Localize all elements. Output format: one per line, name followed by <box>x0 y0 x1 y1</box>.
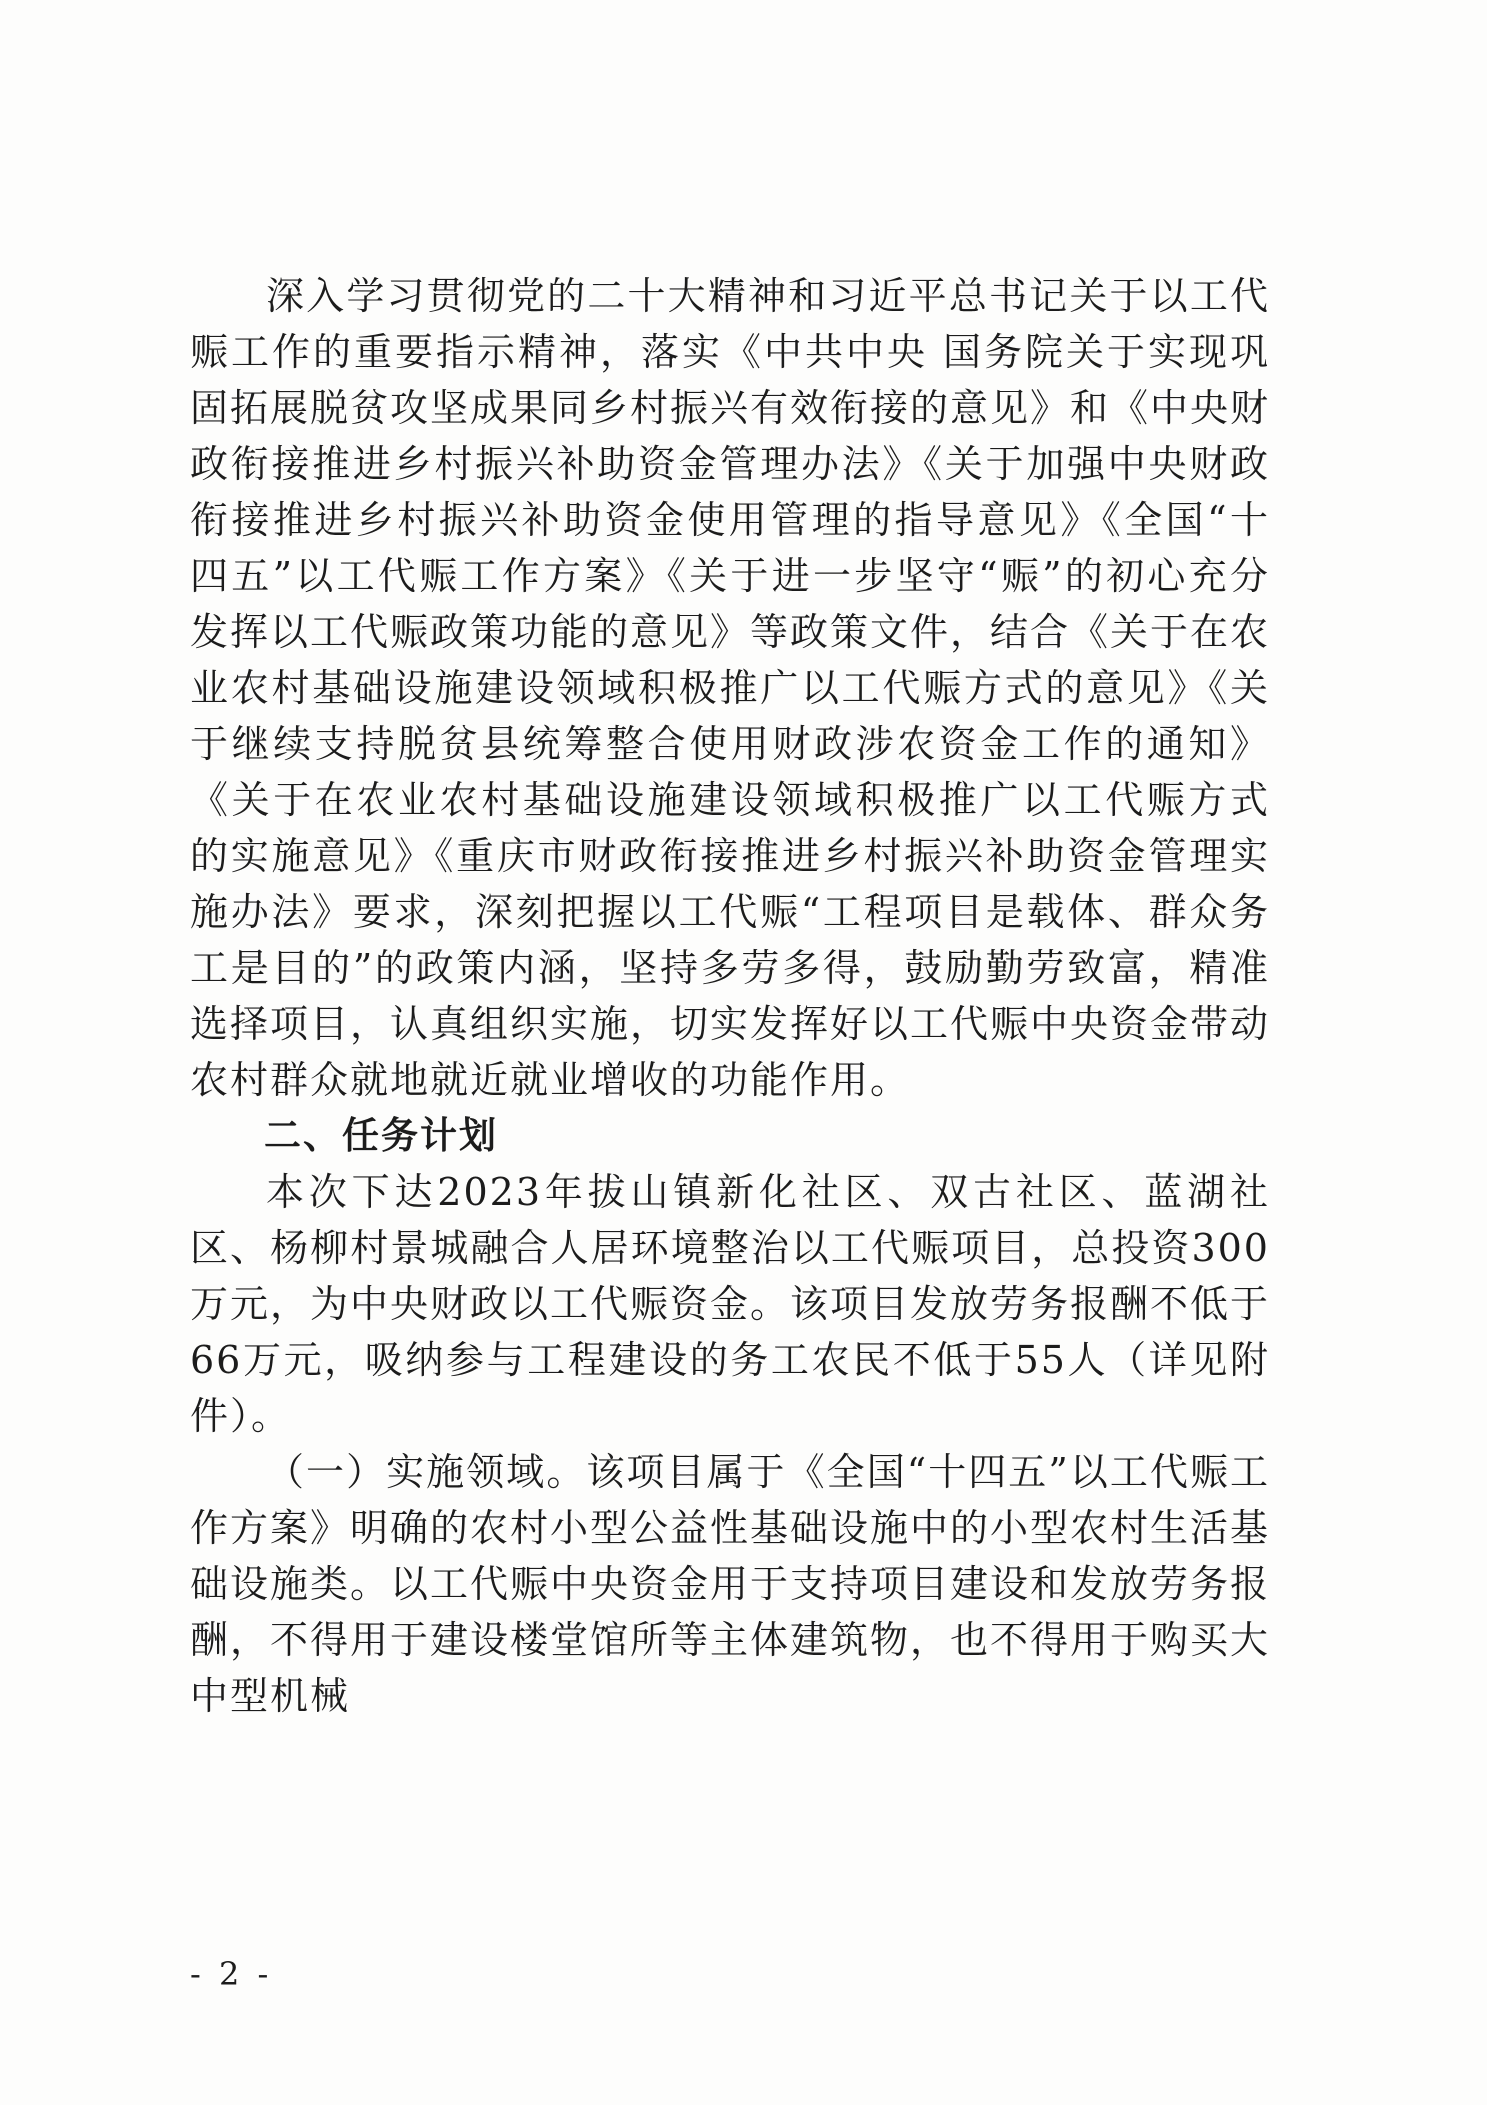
item-label: （一）实施领域。 <box>266 1450 587 1494</box>
paragraph-policy-basis: 深入学习贯彻党的二十大精神和习近平总书记关于以工代赈工作的重要指示精神，落实《中共中央 国务院关于实现巩固拓展脱贫攻坚成果同乡村振兴有效衔接的意见》和《中央财政衔接推进乡村振兴补助资金管理办法》《关于加强中央财政衔接推进乡村振兴补助资金使用管理的指导意见》《全国“十四五”以工代赈工作方案》《关于进一步坚守“赈”的初心充分发挥以工代赈政策功能的意见》等政策文件，结合《关于在农业农村基础设施建设领域积极推广以工代赈方式的意见》《关于继续支持脱贫县统筹整合使用财政涉农资金工作的通知》《关于在农业农村基础设施建设领域积极推广以工代赈方式的实施意见》《重庆市财政衔接推进乡村振兴补助资金管理实施办法》要求，深刻把握以工代赈“工程项目是载体、群众务工是目的”的政策内涵，坚持多劳多得，鼓励勤劳致富，精准选择项目，认真组织实施，切实发挥好以工代赈中央资金带动农村群众就地就近就业增收的功能作用。 <box>190 274 1271 1102</box>
paragraph-implementation-area <box>190 1444 1270 1724</box>
body-text <box>190 268 1270 1724</box>
paragraph-task-plan: 本次下达2023年拔山镇新化社区、双古社区、蓝湖社区、杨柳村景城融合人居环境整治以工代赈项目，总投资300万元，为中央财政以工代赈资金。该项目发放劳务报酬不低于66万元，吸纳参与工程建设的务工农民不低于55人（详见附件）。 <box>190 1170 1271 1438</box>
item-text: 该项目属于《全国“十四五”以工代赈工作方案》明确的农村小型公益性基础设施中的小型农村生活基础设施类。以工代赈中央资金用于支持项目建设和发放劳务报酬，不得用于建设楼堂馆所等主体建筑物，也不得用于购买大中型机械 <box>190 1450 1271 1718</box>
section-heading-task-plan: 二、任务计划 <box>264 1114 498 1157</box>
page-number: - 2 - <box>190 1955 273 1993</box>
